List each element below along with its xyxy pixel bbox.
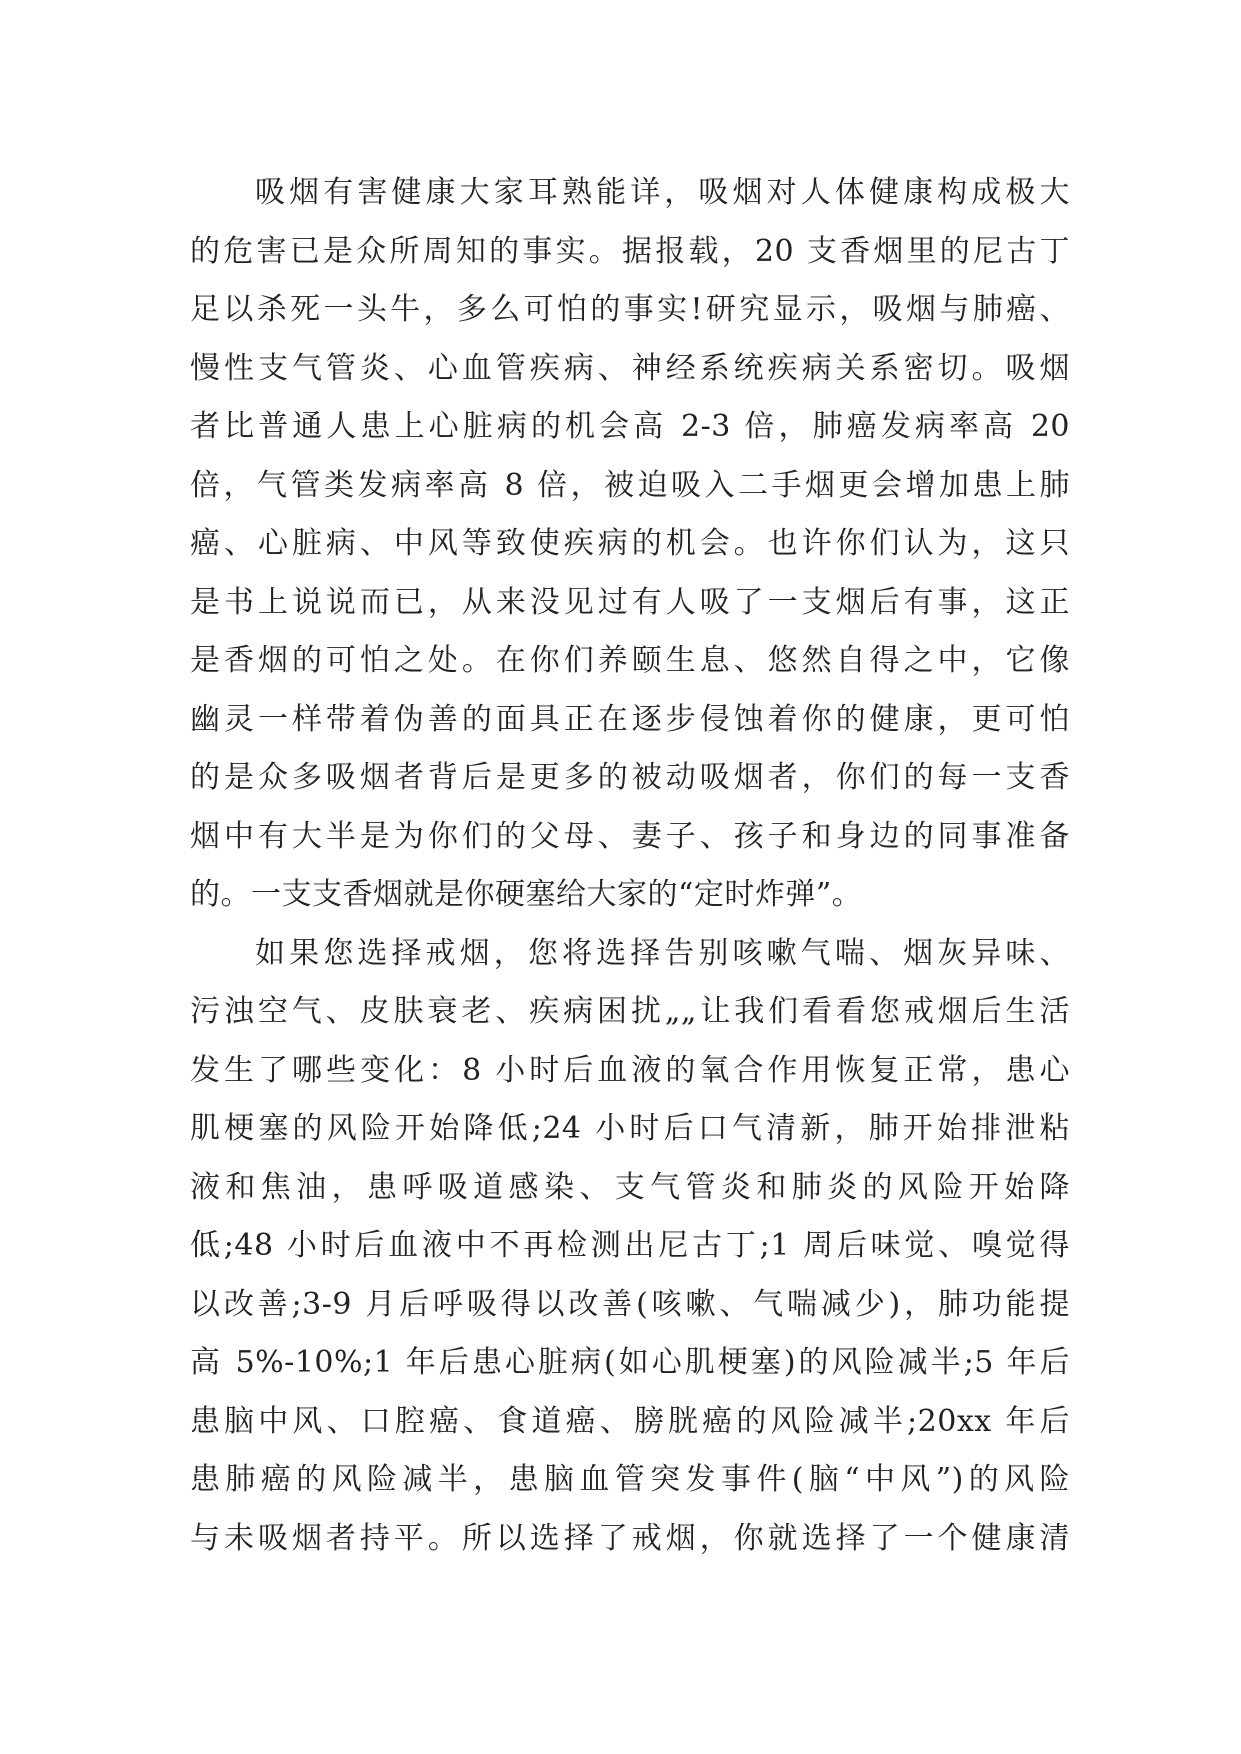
paragraph-1-line-7: 癌、心脏病、中风等致使疾病的机会。也许你们认为，这只 <box>190 526 1070 561</box>
paragraph-1-line-12: 烟中有大半是为你们的父母、妻子、孩子和身边的同事准备 <box>190 818 1070 854</box>
paragraph-1-line-1: 吸烟有害健康大家耳熟能详，吸烟对人体健康构成极大 <box>255 175 1070 210</box>
paragraph-1-line-11: 的是众多吸烟者背后是更多的被动吸烟者，你们的每一支香 <box>190 760 1070 795</box>
paragraph-2-line-11: 与未吸烟者持平。所以选择了戒烟，你就选择了一个健康清 <box>190 1520 1070 1556</box>
body-text <box>190 164 1070 1568</box>
paragraph-1-line-4: 慢性支气管炎、心血管疾病、神经系统疾病关系密切。吸烟 <box>190 350 1070 386</box>
paragraph-2-line-8: 高 5%-10%;1 年后患心脏病(如心肌梗塞)的风险减半;5 年后 <box>190 1345 1070 1380</box>
paragraph-2-line-10: 患肺癌的风险减半，患脑血管突发事件(脑“中风”)的风险 <box>190 1462 1070 1497</box>
paragraph-1-line-9: 是香烟的可怕之处。在你们养颐生息、悠然自得之中，它像 <box>190 643 1070 678</box>
paragraph-1-line-3: 足以杀死一头牛，多么可怕的事实!研究显示，吸烟与肺癌、 <box>190 292 1070 327</box>
paragraph-2-line-9: 患脑中风、口腔癌、食道癌、膀胱癌的风险减半;20xx 年后 <box>190 1403 1070 1439</box>
paragraph-2-line-1: 如果您选择戒烟，您将选择告别咳嗽气喘、烟灰异味、 <box>255 935 1070 971</box>
paragraph-1-line-10: 幽灵一样带着伪善的面具正在逐步侵蚀着你的健康，更可怕 <box>190 701 1070 737</box>
paragraph-1-line-2: 的危害已是众所周知的事实。据报载，20 支香烟里的尼古丁 <box>190 233 1070 269</box>
paragraph-2-line-7: 以改善;3-9 月后呼吸得以改善(咳嗽、气喘减少)，肺功能提 <box>190 1286 1070 1322</box>
paragraph-1-line-8: 是书上说说而已，从来没见过有人吸了一支烟后有事，这正 <box>190 584 1070 620</box>
paragraph-1-line-6: 倍，气管类发病率高 8 倍，被迫吸入二手烟更会增加患上肺 <box>190 467 1070 503</box>
paragraph-2-line-5: 液和焦油，患呼吸道感染、支气管炎和肺炎的风险开始降 <box>190 1169 1070 1205</box>
paragraph-2-line-3: 发生了哪些变化：8 小时后血液的氧合作用恢复正常，患心 <box>190 1052 1070 1088</box>
paragraph-1-line-13: 的。一支支香烟就是你硬塞给大家的“定时炸弹”。 <box>190 877 863 912</box>
paragraph-2-line-2: 污浊空气、皮肤衰老、疾病困扰„„让我们看看您戒烟后生活 <box>190 994 1070 1029</box>
paragraph-2-line-6: 低;48 小时后血液中不再检测出尼古丁;1 周后味觉、嗅觉得 <box>190 1228 1070 1263</box>
paragraph-2-line-4: 肌梗塞的风险开始降低;24 小时后口气清新，肺开始排泄粘 <box>190 1111 1070 1146</box>
paragraph-1-line-5: 者比普通人患上心脏病的机会高 2-3 倍，肺癌发病率高 20 <box>190 409 1070 444</box>
